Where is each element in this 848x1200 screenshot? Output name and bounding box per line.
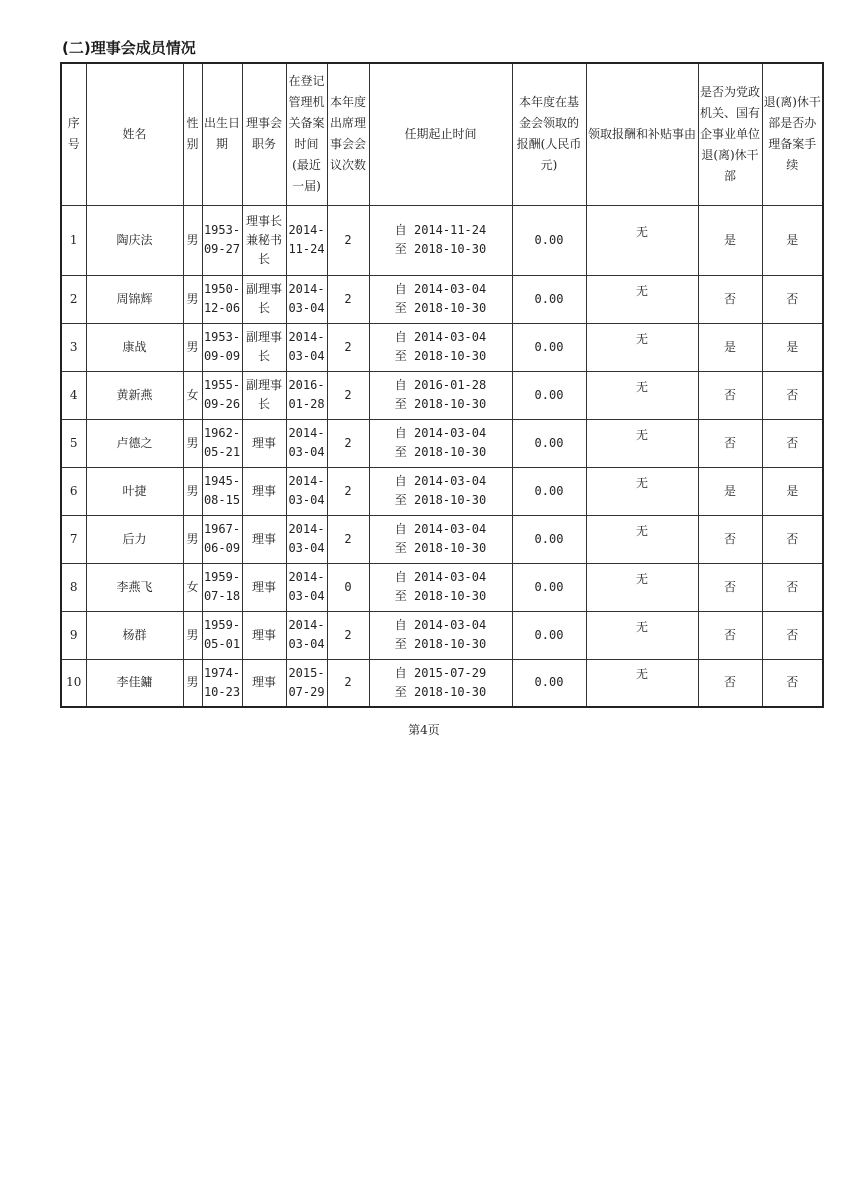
cell-retired: 是 [698, 323, 762, 371]
term-end: 至 2018-10-30 [394, 684, 487, 699]
cell-seq: 1 [61, 205, 86, 275]
cell-pay: 0.00 [512, 563, 586, 611]
term-end: 至 2018-10-30 [394, 349, 487, 363]
header-gender: 性别 [183, 63, 202, 205]
cell-pay: 0.00 [512, 323, 586, 371]
header-seq: 序号 [61, 63, 86, 205]
cell-retired: 否 [698, 659, 762, 707]
cell-term [369, 419, 512, 467]
cell-attendance: 2 [327, 275, 369, 323]
cell-registration: 2014-03-04 [286, 563, 327, 611]
cell-attendance: 2 [327, 419, 369, 467]
reason-text: 无 [635, 667, 648, 682]
cell-filing: 否 [762, 275, 823, 323]
cell-registration: 2014-03-04 [286, 419, 327, 467]
cell-term [369, 467, 512, 515]
term-start: 自 2014-03-04 [394, 330, 487, 344]
table-row [61, 467, 823, 515]
cell-position: 理事 [242, 515, 286, 563]
term-end: 至 2018-10-30 [394, 541, 487, 555]
term-start: 自 2016-01-28 [394, 378, 487, 392]
cell-gender: 男 [183, 323, 202, 371]
cell-gender: 女 [183, 371, 202, 419]
cell-retired: 否 [698, 419, 762, 467]
section-title: (二)理事会成员情况 [62, 39, 196, 57]
cell-name: 卢德之 [86, 419, 183, 467]
cell-position: 副理事长 [242, 371, 286, 419]
cell-retired: 否 [698, 371, 762, 419]
cell-filing: 是 [762, 467, 823, 515]
cell-position: 理事 [242, 611, 286, 659]
term-start: 自 2014-03-04 [394, 522, 487, 536]
cell-term [369, 371, 512, 419]
cell-reason [586, 371, 698, 419]
cell-pay: 0.00 [512, 419, 586, 467]
cell-retired: 否 [698, 275, 762, 323]
cell-pay: 0.00 [512, 275, 586, 323]
cell-position: 副理事长 [242, 323, 286, 371]
cell-term [369, 205, 512, 275]
cell-position: 理事 [242, 659, 286, 707]
cell-seq: 6 [61, 467, 86, 515]
cell-birth: 1955-09-26 [202, 371, 242, 419]
reason-text: 无 [635, 523, 648, 538]
table-row [61, 205, 823, 275]
cell-filing: 否 [762, 515, 823, 563]
term-end: 至 2018-10-30 [394, 637, 487, 651]
cell-term [369, 611, 512, 659]
header-filing: 退(离)休干部是否办理备案手续 [762, 63, 823, 205]
board-members-table [60, 62, 824, 708]
table-row [61, 611, 823, 659]
cell-filing: 否 [762, 563, 823, 611]
cell-term [369, 563, 512, 611]
header-registration-time: 在登记管理机关备案时间(最近一届) [286, 63, 327, 205]
cell-seq: 4 [61, 371, 86, 419]
cell-attendance: 2 [327, 467, 369, 515]
cell-name: 后力 [86, 515, 183, 563]
cell-gender: 男 [183, 659, 202, 707]
cell-retired: 否 [698, 515, 762, 563]
term-end: 至 2018-10-30 [394, 242, 487, 256]
cell-registration: 2015-07-29 [286, 659, 327, 707]
term-end: 至 2018-10-30 [394, 493, 487, 507]
cell-filing: 是 [762, 205, 823, 275]
cell-pay: 0.00 [512, 611, 586, 659]
cell-seq: 3 [61, 323, 86, 371]
cell-pay: 0.00 [512, 467, 586, 515]
cell-retired: 是 [698, 467, 762, 515]
cell-name: 黄新燕 [86, 371, 183, 419]
table-row [61, 323, 823, 371]
term-start: 自 2015-07-29 [394, 665, 487, 680]
cell-position: 理事长兼秘书长 [242, 205, 286, 275]
cell-name: 康战 [86, 323, 183, 371]
cell-reason [586, 659, 698, 707]
cell-birth: 1962-05-21 [202, 419, 242, 467]
table-row [61, 275, 823, 323]
header-term: 任期起止时间 [369, 63, 512, 205]
cell-registration: 2014-11-24 [286, 205, 327, 275]
cell-term [369, 515, 512, 563]
cell-reason [586, 467, 698, 515]
cell-position: 理事 [242, 563, 286, 611]
cell-gender: 男 [183, 275, 202, 323]
cell-seq: 8 [61, 563, 86, 611]
table-row [61, 371, 823, 419]
header-position: 理事会职务 [242, 63, 286, 205]
cell-registration: 2014-03-04 [286, 467, 327, 515]
cell-filing: 否 [762, 371, 823, 419]
cell-filing: 否 [762, 419, 823, 467]
cell-seq: 2 [61, 275, 86, 323]
reason-text: 无 [635, 619, 648, 634]
cell-seq: 10 [61, 659, 86, 707]
cell-attendance: 2 [327, 515, 369, 563]
cell-birth: 1950-12-06 [202, 275, 242, 323]
cell-birth: 1953-09-27 [202, 205, 242, 275]
term-start: 自 2014-03-04 [394, 426, 487, 440]
cell-name: 杨群 [86, 611, 183, 659]
cell-reason [586, 205, 698, 275]
cell-reason [586, 323, 698, 371]
table-row [61, 659, 823, 707]
term-start: 自 2014-03-04 [394, 282, 487, 296]
table-row [61, 419, 823, 467]
cell-registration: 2014-03-04 [286, 275, 327, 323]
reason-text: 无 [635, 331, 648, 346]
cell-birth: 1959-07-18 [202, 563, 242, 611]
cell-name: 李佳鏞 [86, 659, 183, 707]
cell-seq: 9 [61, 611, 86, 659]
cell-gender: 男 [183, 611, 202, 659]
cell-reason [586, 563, 698, 611]
term-end: 至 2018-10-30 [394, 397, 487, 411]
cell-birth: 1967-06-09 [202, 515, 242, 563]
header-birth: 出生日期 [202, 63, 242, 205]
cell-term [369, 323, 512, 371]
cell-name: 叶捷 [86, 467, 183, 515]
header-pay: 本年度在基金会领取的报酬(人民币元) [512, 63, 586, 205]
cell-attendance: 2 [327, 205, 369, 275]
cell-gender: 女 [183, 563, 202, 611]
term-start: 自 2014-11-24 [394, 223, 487, 237]
term-start: 自 2014-03-04 [394, 618, 487, 632]
cell-birth: 1959-05-01 [202, 611, 242, 659]
header-retired: 是否为党政机关、国有企事业单位退(离)休干部 [698, 63, 762, 205]
cell-filing: 是 [762, 323, 823, 371]
cell-position: 副理事长 [242, 275, 286, 323]
cell-term [369, 275, 512, 323]
term-start: 自 2014-03-04 [394, 570, 487, 584]
cell-pay: 0.00 [512, 205, 586, 275]
cell-retired: 是 [698, 205, 762, 275]
cell-registration: 2014-03-04 [286, 611, 327, 659]
cell-gender: 男 [183, 515, 202, 563]
table-header-row [61, 63, 823, 205]
reason-text: 无 [635, 283, 648, 298]
cell-reason [586, 419, 698, 467]
cell-attendance: 2 [327, 371, 369, 419]
cell-reason [586, 515, 698, 563]
header-reason: 领取报酬和补贴事由 [586, 63, 698, 205]
cell-registration: 2016-01-28 [286, 371, 327, 419]
cell-attendance: 2 [327, 611, 369, 659]
cell-seq: 5 [61, 419, 86, 467]
reason-text: 无 [635, 224, 648, 239]
page-number: 第4页 [408, 723, 440, 737]
cell-attendance: 0 [327, 563, 369, 611]
cell-name: 周锦辉 [86, 275, 183, 323]
cell-name: 李燕飞 [86, 563, 183, 611]
table-row [61, 563, 823, 611]
cell-filing: 否 [762, 659, 823, 707]
reason-text: 无 [635, 571, 648, 586]
cell-name: 陶庆法 [86, 205, 183, 275]
reason-text: 无 [635, 475, 648, 490]
cell-reason [586, 275, 698, 323]
term-start: 自 2014-03-04 [394, 474, 487, 488]
cell-retired: 否 [698, 563, 762, 611]
cell-reason [586, 611, 698, 659]
reason-text: 无 [635, 427, 648, 442]
cell-gender: 男 [183, 467, 202, 515]
cell-birth: 1953-09-09 [202, 323, 242, 371]
term-end: 至 2018-10-30 [394, 589, 487, 603]
cell-position: 理事 [242, 419, 286, 467]
cell-birth: 1974-10-23 [202, 659, 242, 707]
cell-retired: 否 [698, 611, 762, 659]
cell-position: 理事 [242, 467, 286, 515]
header-attendance: 本年度出席理事会会议次数 [327, 63, 369, 205]
cell-pay: 0.00 [512, 371, 586, 419]
cell-gender: 男 [183, 419, 202, 467]
cell-pay: 0.00 [512, 659, 586, 707]
cell-attendance: 2 [327, 323, 369, 371]
table-row [61, 515, 823, 563]
term-end: 至 2018-10-30 [394, 445, 487, 459]
cell-birth: 1945-08-15 [202, 467, 242, 515]
cell-registration: 2014-03-04 [286, 515, 327, 563]
reason-text: 无 [635, 379, 648, 394]
cell-pay: 0.00 [512, 515, 586, 563]
term-end: 至 2018-10-30 [394, 301, 487, 315]
cell-filing: 否 [762, 611, 823, 659]
header-name: 姓名 [86, 63, 183, 205]
cell-seq: 7 [61, 515, 86, 563]
cell-gender: 男 [183, 205, 202, 275]
cell-attendance: 2 [327, 659, 369, 707]
cell-registration: 2014-03-04 [286, 323, 327, 371]
cell-term [369, 659, 512, 707]
